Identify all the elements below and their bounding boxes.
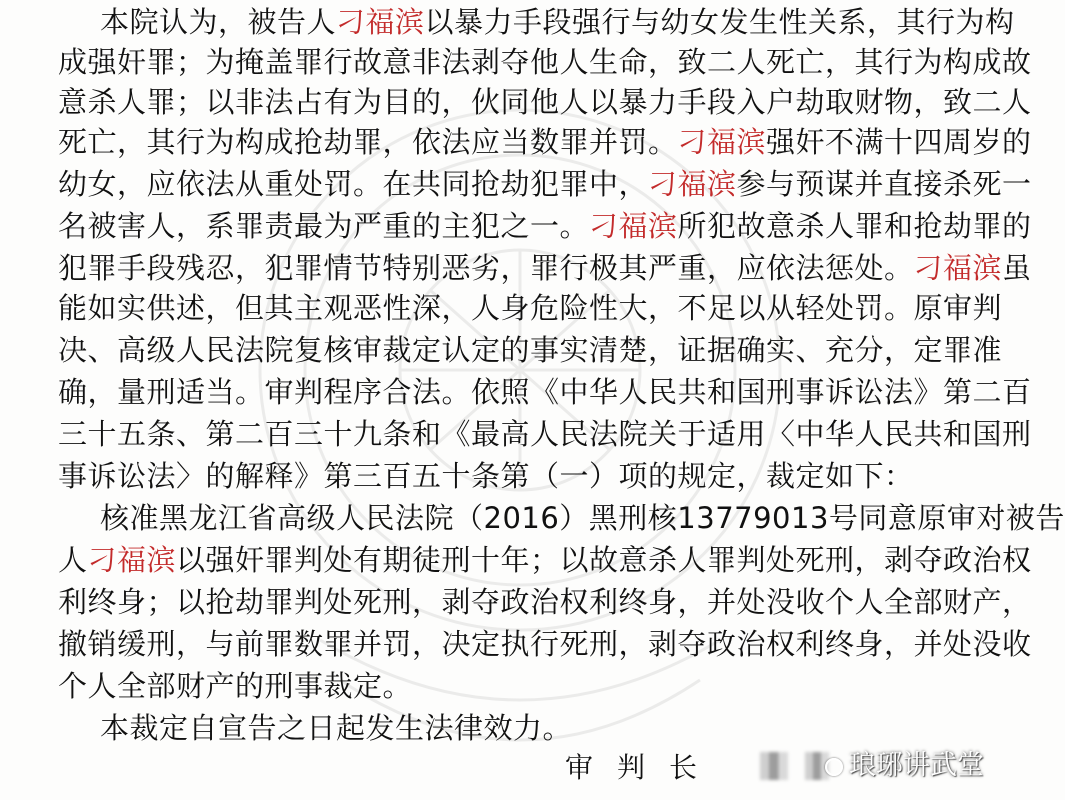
text-line	[58, 624, 1032, 664]
defendant-name: 刁福滨	[589, 209, 678, 243]
text-line	[58, 330, 1003, 370]
text-segment: 虽	[1002, 251, 1032, 285]
text-line	[58, 372, 1032, 412]
text-segment: 名被害人，系罪责最为严重的主犯之一。	[58, 209, 590, 243]
text-segment: 犯罪手段残忍，犯罪情节特别恶劣，罪行极其严重，应依法惩处。	[58, 251, 914, 285]
defendant-name: 刁福滨	[336, 5, 425, 39]
text-line	[58, 206, 1032, 246]
text-line	[100, 708, 1005, 748]
text-segment: 个人全部财产的刑事裁定。	[58, 669, 413, 703]
watermark-logo-icon	[825, 758, 843, 776]
presiding-judge-label: 审判长	[565, 751, 722, 784]
text-line	[58, 456, 963, 496]
text-segment: 以暴力手段强行与幼女发生性关系，其行为构	[424, 5, 1015, 39]
text-segment: 利终身；以抢劫罪判处死刑，剥夺政治权利终身，并处没收个人全部财产，	[58, 585, 1032, 619]
defendant-name: 刁福滨	[677, 125, 767, 159]
text-line	[58, 42, 1032, 82]
text-line	[58, 122, 1032, 162]
text-segment: 本裁定自宣告之日起发生法律效力。	[100, 711, 573, 745]
text-segment: 决、高级人民法院复核审裁定认定的事实清楚，证据确实、充分，定罪准	[58, 333, 1003, 367]
text-segment: 人	[58, 543, 88, 577]
source-watermark	[825, 748, 984, 784]
text-line	[58, 248, 1032, 288]
text-segment: 强奸不满十四周岁的	[766, 125, 1032, 159]
text-segment: 三十五条、第二百三十九条和《最高人民法院关于适用〈中华人民共和国刑	[58, 417, 1032, 451]
text-segment: 确，量刑适当。审判程序合法。依照《中华人民共和国刑事诉讼法》第二百	[58, 375, 1032, 409]
text-segment: 核准黑龙江省高级人民法院（2016）黑刑核13779013号同意原审对被告	[100, 501, 1065, 535]
text-segment: 以强奸罪判处有期徒刑十年；以故意杀人罪判处死刑，剥夺政治权	[176, 543, 1032, 577]
text-line	[100, 498, 1065, 538]
defendant-name: 刁福滨	[648, 167, 737, 201]
text-segment: 死亡，其行为构成抢劫罪，依法应当数罪并罚。	[58, 125, 678, 159]
watermark-text: 琅琊讲武堂	[849, 750, 984, 781]
redacted-signature	[760, 752, 788, 780]
text-line	[58, 582, 1032, 622]
defendant-name: 刁福滨	[913, 251, 1003, 285]
text-segment: 成强奸罪；为掩盖罪行故意非法剥夺他人生命，致二人死亡，其行为构成故	[58, 45, 1032, 79]
text-line	[58, 666, 963, 706]
text-segment: 本院认为，被告人	[100, 5, 337, 39]
text-segment: 事诉讼法〉的解释》第三百五十条第（一）项的规定，裁定如下：	[58, 459, 914, 493]
text-line	[58, 414, 1032, 454]
text-line	[58, 82, 1032, 122]
text-segment: 撤销缓刑，与前罪数罪并罚，决定执行死刑，剥夺政治权利终身，并处没收	[58, 627, 1032, 661]
text-segment: 所犯故意杀人罪和抢劫罪的	[677, 209, 1032, 243]
text-line	[100, 2, 1015, 42]
text-segment: 意杀人罪；以非法占有为目的，伙同他人以暴力手段入户劫取财物，致二人	[58, 85, 1032, 119]
text-segment: 幼女，应依法从重处罚。在共同抢劫犯罪中，	[58, 167, 649, 201]
text-line	[58, 288, 1003, 328]
text-line	[58, 164, 1032, 204]
defendant-name: 刁福滨	[87, 543, 177, 577]
text-segment: 能如实供述，但其主观恶性深，人身危险性大，不足以从轻处罚。原审判	[58, 291, 1003, 325]
text-line	[58, 540, 1032, 580]
text-segment: 参与预谋并直接杀死一	[736, 167, 1032, 201]
